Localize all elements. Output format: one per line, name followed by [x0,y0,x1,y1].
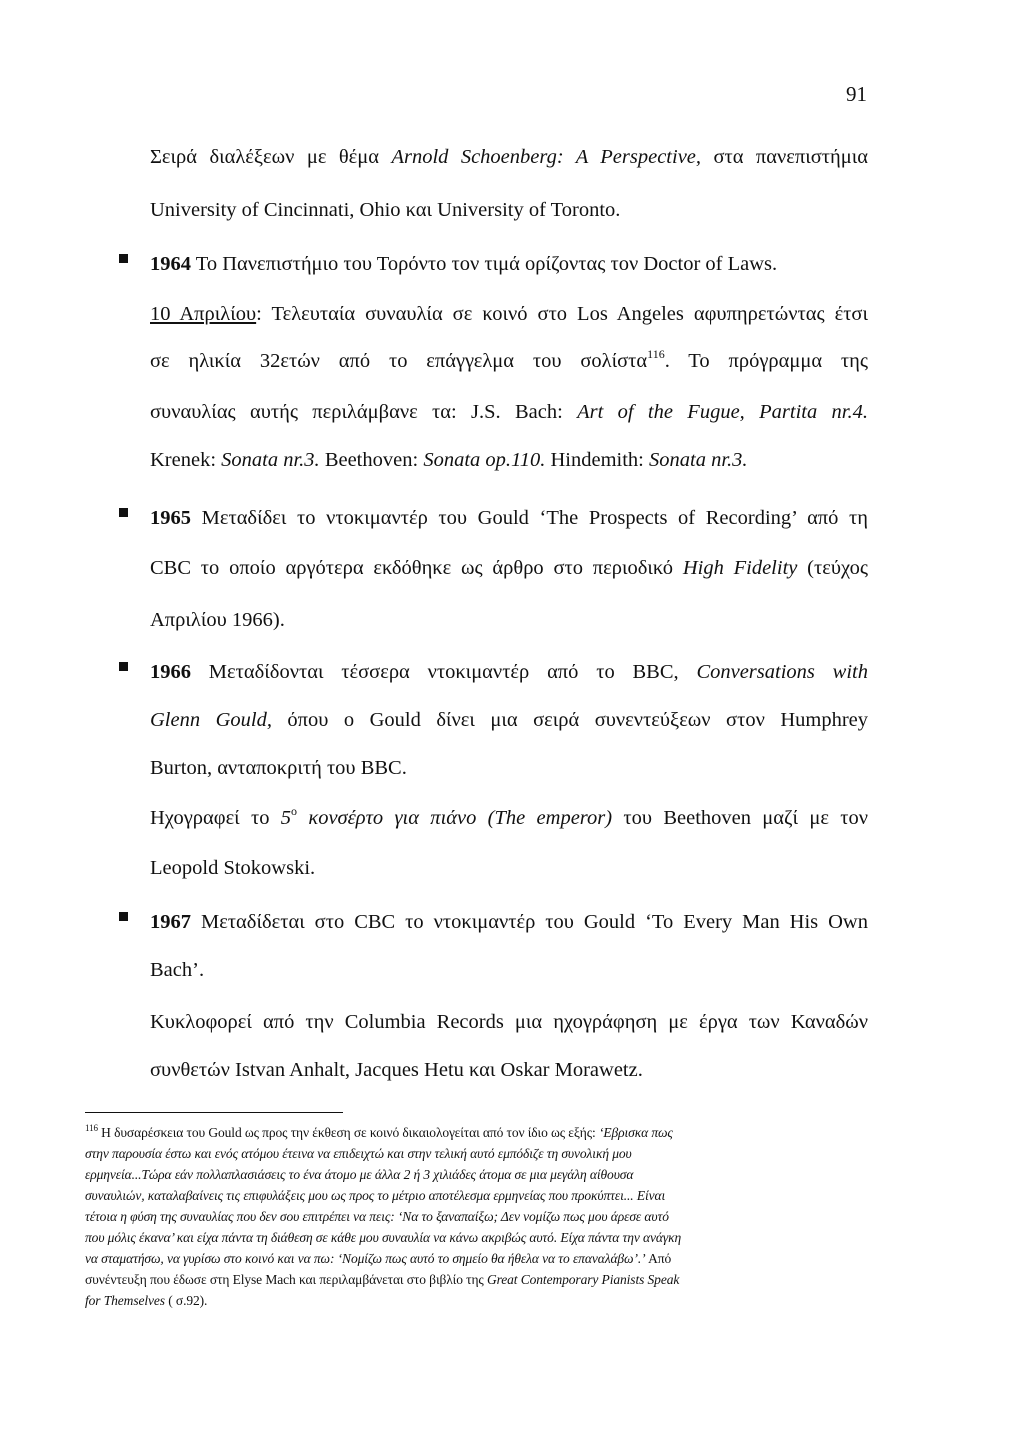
text-run: στα πανεπιστήμια [701,146,868,168]
body-line-10: Απριλίου 1966). [150,609,285,631]
italic-number: 5 [280,807,292,829]
body-line-7 [150,450,748,471]
footnote-ref[interactable]: 116 [647,347,665,361]
bullet-icon [119,662,128,671]
footnote-line-6 [85,1231,868,1245]
body-line-11 [150,662,868,683]
body-line-9 [150,558,868,579]
year-label: 1964 [150,253,191,275]
ordinal-suffix: ο [291,804,298,818]
italic-title: Great Contemporary Pianists Speak [486,1272,680,1287]
body-line-15: Leopold Stokowski. [150,857,316,879]
text-run: ( σ.92). [164,1293,208,1308]
footnote-line-4 [85,1189,868,1203]
body-line-12 [150,710,868,731]
text-run: Σειρά διαλέξεων με θέμα [150,146,392,168]
body-line-13: Burton, ανταποκριτή του BBC. [150,757,407,779]
body-line-2: University of Cincinnati, Ohio και University of Toronto. [150,199,621,221]
text-run: Beethoven: [319,449,424,471]
bullet-icon [119,912,128,921]
text-run: του Beethoven μαζί με τον [612,807,868,829]
italic-title: Glenn Gould, [150,709,272,731]
italic-quote: συναυλιών, καταλαβαίνεις τις επιφυλάξεις μου ως προς το μέτριο αποτέλεσμα ερμηνείας που προκύπτει... Είναι [85,1188,666,1203]
italic-quote: ερμηνεία...Τώρα εάν πολλαπλασιάσεις το ένα άτομο με άλλα 2 ή 3 χιλιάδες άτομα σε μια μεγάλη αίθουσα [85,1167,634,1182]
text-run: όπου ο Gould δίνει μια σειρά συνεντεύξεων στον Humphrey [271,709,868,731]
italic-title: κονσέρτο για πιάνο (The emperor) [297,807,613,829]
text-run: σε ηλικία 32ετών από το επάγγελμα του σολίστα [150,350,648,372]
text-run: CBC το οποίο αργότερα εκδόθηκε ως άρθρο στο περιοδικό [150,557,683,579]
text-run: : Τελευταία συναυλία σε κοινό στο Los Angeles αφυπηρετώντας έτσι [256,303,868,325]
italic-title: Art of the Fugue, Partita nr.4. [577,401,868,423]
year-label: 1965 [150,507,191,529]
text-run: (τεύχος [797,557,868,579]
footnote-divider [85,1112,343,1113]
italic-title: Conversations with [696,661,868,683]
footnote-line-7 [85,1252,868,1266]
italic-title: Arnold Schoenberg: A Perspective, [391,146,702,168]
text-run: Hindemith: [545,449,650,471]
text-run: Από [645,1251,672,1266]
italic-quote: που μόλις έκανα’ και είχα πάντα τη διάθεση σε κάθε μου συναυλία να κάνω ακριβώς αυτό. Είχα πάντα την ανάγκη [85,1230,682,1245]
italic-title: High Fidelity [682,557,798,579]
body-line-6 [150,402,868,423]
footnote-line-1 [85,1123,868,1140]
year-label: 1966 [150,661,191,683]
text-run: Η δυσαρέσκεια του Gould ως προς την έκθεση σε κοινό δικαιολογείται από τον ίδιο ως εξής: [97,1125,599,1140]
body-line-5 [150,347,868,372]
page-number: 91 [846,82,867,106]
italic-quote: τέτοια η φύση της συναυλίας που δεν σου επιτρέπει να πεις: ‘Να το ξαναπαίξω; Δεν νομίζω πως μου άρεσε αυτό [85,1209,669,1224]
text-run: Το Πανεπιστήμιο του Τορόντο τον τιμά ορίζοντας τον Doctor of Laws. [191,253,778,275]
body-line-16 [150,912,868,933]
body-line-18: Κυκλοφορεί από την Columbia Records μια ηχογράφηση με έργα των Καναδών [150,1011,868,1033]
body-line-3 [150,254,777,275]
italic-title: for Themselves [85,1293,165,1308]
text-run: Μεταδίδει το ντοκιμαντέρ του Gould ‘The Prospects of Recording’ από τη [191,507,868,529]
body-line-17: Bach’. [150,959,205,981]
text-run: Krenek: [150,449,222,471]
bullet-icon [119,254,128,263]
underlined-date: 10 Απριλίου [150,303,257,325]
text-run: Μεταδίδεται στο CBC το ντοκιμαντέρ του Gould ‘To Every Man His Own [191,911,868,933]
text-run: Ηχογραφεί το [150,807,281,829]
italic-title: Sonata nr.3. [649,449,748,471]
footnote-line-2 [85,1147,868,1161]
italic-quote: να σταματήσω, να γυρίσω στο κοινό και να πω: ‘Νομίζω πως αυτό το σημείο θα ήθελα να το επαναλάβω’.’ [85,1251,646,1266]
body-line-1 [150,147,868,168]
italic-quote: στην παρουσία έστω και ενός ατόμου έτεινα να επιδειχτώ και στην τελική αυτό εμπόδιζε τη συνολική μου [85,1146,632,1161]
italic-title: Sonata op.110. [423,449,546,471]
text-run: . Το πρόγραμμα της [664,350,868,372]
body-line-4 [150,304,868,325]
bullet-icon [119,508,128,517]
year-label: 1967 [150,911,191,933]
footnote-line-9 [85,1294,868,1308]
footnote-line-3 [85,1168,868,1182]
body-line-8 [150,508,868,529]
footnote-marker: 116 [85,1123,98,1133]
italic-title: Sonata nr.3. [221,449,320,471]
body-line-14 [150,804,868,829]
footnote-line-5 [85,1210,868,1224]
italic-quote: ‘Εβρισκα πως [598,1125,673,1140]
body-line-19: συνθετών Istvan Anhalt, Jacques Hetu και Oskar Morawetz. [150,1059,643,1081]
footnote-line-8 [85,1273,868,1287]
text-run: συνέντευξη που έδωσε στη Elyse Mach και περιλαμβάνεται στο βιβλίο της [85,1272,487,1287]
text-run: Μεταδίδονται τέσσερα ντοκιμαντέρ από το BBC, [191,661,697,683]
text-run: συναυλίας αυτής περιλάμβανε τα: J.S. Bach: [150,401,578,423]
